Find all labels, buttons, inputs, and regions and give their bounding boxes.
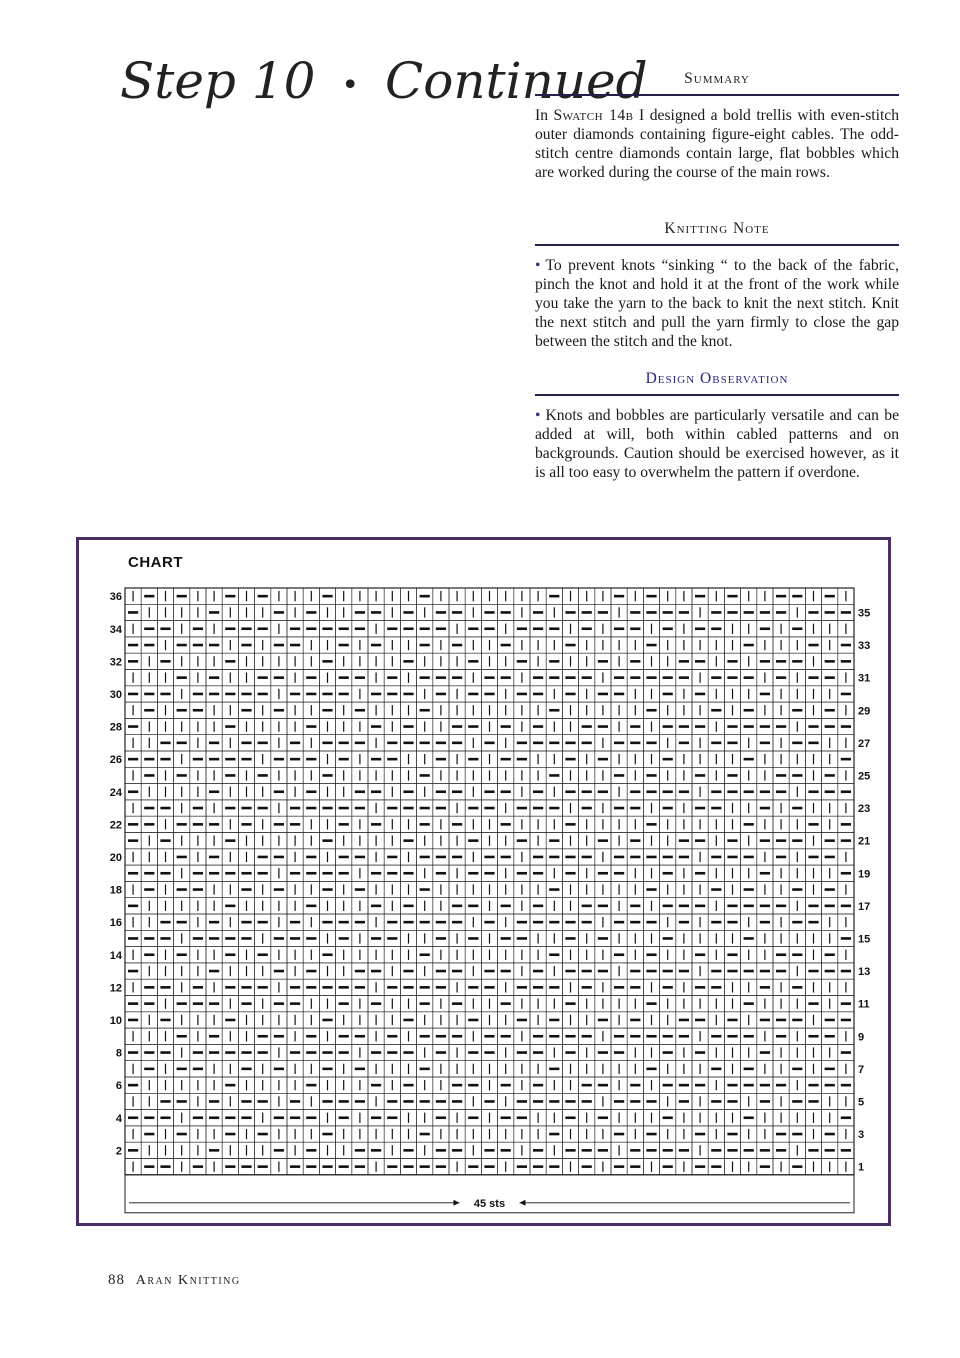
swatch-label: Swatch 14b (553, 107, 634, 124)
row-number-left: 6 (115, 1080, 122, 1093)
knitting-chart (100, 580, 870, 1220)
knitting-note-heading: Knitting Note (664, 220, 770, 237)
row-number-right: 23 (858, 803, 870, 816)
row-number-right: 7 (858, 1063, 865, 1076)
title-main: Step 10 (120, 52, 316, 110)
summary-text-after: I designed a bold trellis with even-stitch outer diamonds containing figure-eight cables. The odd-stitch centre diamonds contain large, flat bobbles which are worked during the course of the main rows. (535, 107, 899, 181)
row-number-right: 33 (858, 640, 870, 653)
row-number-right: 29 (858, 705, 870, 718)
design-observation-rule (535, 394, 899, 396)
page-number: 88 (108, 1272, 125, 1288)
design-observation-section (535, 370, 899, 482)
stitch-count-label: 45 sts (473, 1197, 506, 1210)
knitting-note-text (535, 256, 899, 351)
row-number-left: 30 (109, 689, 122, 702)
row-number-left: 2 (115, 1145, 122, 1158)
row-number-left: 16 (109, 917, 122, 930)
row-number-right: 27 (858, 737, 870, 750)
summary-heading: Summary (684, 70, 750, 87)
row-number-left: 34 (109, 623, 122, 636)
row-number-left: 28 (109, 721, 122, 734)
row-number-right: 17 (858, 900, 870, 913)
row-number-right: 19 (858, 868, 870, 881)
summary-section (535, 70, 899, 182)
row-number-right: 5 (858, 1096, 865, 1109)
row-number-right: 35 (858, 607, 870, 620)
knitting-note-body: To prevent knots “sinking “ to the back of the fabric, pinch the knot and hold it at the front of the work while you take the yarn to the back to knit the next stitch. Knit the next stitch and pull the yarn firmly to close the gap between the stitch and the knot. (535, 257, 899, 350)
row-number-left: 14 (109, 949, 122, 962)
row-number-left: 36 (109, 591, 122, 604)
row-number-right: 11 (858, 998, 870, 1011)
summary-rule (535, 94, 899, 96)
title-sub: Continued (384, 52, 648, 110)
design-observation-body: Knots and bobbles are particularly versatile and can be added at will, both within cabled patterns and on backgrounds. Caution should be exercised however, as it is all too easy to overwhelm the pattern if overdone. (535, 407, 899, 481)
book-title: Aran Knitting (135, 1273, 241, 1288)
row-number-left: 32 (109, 656, 122, 669)
design-observation-heading: Design Observation (645, 370, 789, 387)
row-number-left: 18 (109, 884, 122, 897)
knitting-note-rule (535, 244, 899, 246)
row-number-left: 24 (109, 786, 122, 799)
design-observation-text (535, 406, 899, 482)
row-number-right: 21 (858, 835, 870, 848)
row-number-right: 15 (858, 933, 870, 946)
row-number-left: 8 (115, 1047, 122, 1060)
row-number-left: 4 (115, 1112, 122, 1125)
summary-text (535, 106, 899, 182)
arrow-right-icon (454, 1200, 460, 1206)
knitting-note-section (535, 220, 899, 351)
chart-title: CHART (128, 554, 183, 571)
title-separator: • (341, 67, 360, 103)
row-number-left: 26 (109, 754, 122, 767)
row-number-left: 10 (109, 1015, 122, 1028)
row-number-right: 25 (858, 770, 870, 783)
design-observation-bullet: • (535, 407, 541, 424)
summary-text-before: In (535, 107, 554, 124)
row-number-left: 22 (109, 819, 122, 832)
arrow-left-icon (520, 1200, 526, 1206)
row-number-right: 3 (858, 1129, 865, 1142)
row-number-right: 31 (858, 672, 870, 685)
row-number-left: 20 (109, 852, 122, 865)
row-number-right: 13 (858, 966, 870, 979)
page-footer (108, 1272, 241, 1289)
row-number-right: 9 (858, 1031, 865, 1044)
row-number-right: 1 (858, 1161, 865, 1174)
row-number-left: 12 (109, 982, 122, 995)
knitting-note-bullet: • (535, 257, 541, 274)
